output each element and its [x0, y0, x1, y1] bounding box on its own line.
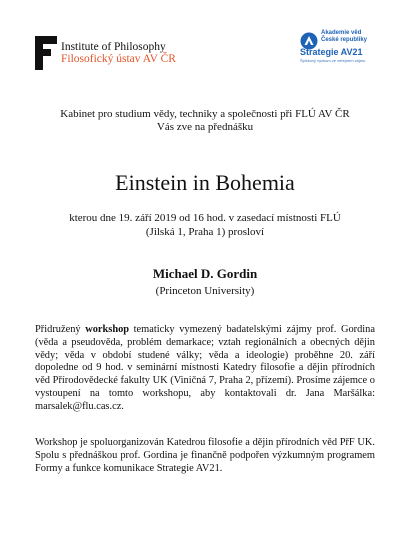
flu-logo-icon	[35, 36, 57, 70]
speaker-name: Michael D. Gordin	[152, 266, 258, 281]
lecture-details	[0, 211, 410, 239]
workshop-text-before: Přidružený	[35, 324, 86, 335]
strategy-tagline: Špičkový výzkum ve veřejném zájmu	[300, 58, 366, 63]
intro-line-1: Kabinet pro studium vědy, techniky a společnosti při FLÚ AV ČR	[60, 108, 350, 120]
details-line-2: (Jilská 1, Praha 1) prosloví	[145, 226, 265, 238]
workshop-text-after: tematicky vymezený badatelskými zájmy prof. Gordina (věda a pseudověda, problém demarkace; vztah regionálních a obecných dějin vědy; věda v období studené války; věda a ideologie) proběhne 20. září dopoledne od 9 hod. v seminární místnosti Katedry filosofie a dějin přírodních věd Přírodovědecké fakulty UK (Viničná 7, Praha 2, přízemí). Prosíme zájemce o vystoupení na tomto workshopu, aby kontaktovali dr. Jana Maršálka: marsalek@flu.cas.cz.	[35, 324, 375, 412]
intro-line-2: Vás zve na přednášku	[156, 121, 254, 133]
lecture-title: Einstein in Bohemia	[115, 170, 295, 195]
workshop-paragraph	[35, 324, 375, 414]
invitation-intro	[0, 108, 410, 134]
institute-name	[61, 36, 176, 70]
details-line-1: kterou dne 19. září 2019 od 16 hod. v zasedací místnosti FLÚ	[69, 212, 341, 224]
academy-text	[300, 30, 368, 63]
speaker-affiliation: (Princeton University)	[155, 285, 255, 297]
workshop-keyword: workshop	[85, 324, 130, 335]
institute-logo	[35, 36, 176, 70]
institute-name-cz: Filosofický ústav AV ČR	[61, 53, 176, 65]
institute-name-en: Institute of Philosophy	[61, 41, 166, 53]
academy-name-line2: České republiky	[321, 37, 368, 43]
funding-paragraph: Workshop je spoluorganizován Katedrou filosofie a dějin přírodních věd PřF UK. Spolu s přednáškou prof. Gordina je finančně podpořen výzkumným programem Formy a funkce komunikace Strategie AV21.	[35, 437, 375, 474]
strategy-name: Strategie AV21	[300, 47, 363, 57]
academy-logo	[300, 30, 367, 63]
academy-name-line1: Akademie věd	[321, 30, 362, 36]
header	[0, 0, 410, 80]
